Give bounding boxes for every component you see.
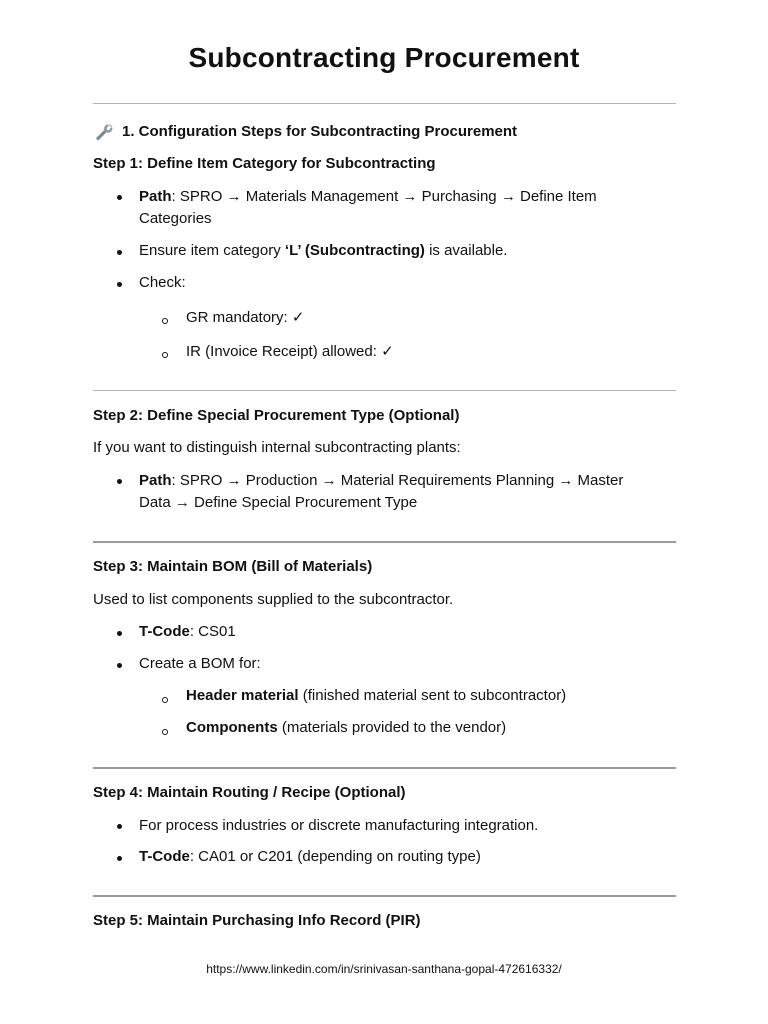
step1-check: Check: <box>139 274 186 291</box>
step4-tcode <box>139 846 481 868</box>
divider <box>93 103 676 104</box>
page-title: Subcontracting Procurement <box>188 42 580 73</box>
text: is available. <box>424 242 508 259</box>
path-text: : SPRO → Production → Material Requirements Planning → Master <box>171 472 624 489</box>
ir-allowed: IR (Invoice Receipt) allowed: ✓ <box>186 343 394 360</box>
sub-bullet <box>162 729 168 735</box>
step3-create-bom: Create a BOM for: <box>139 655 261 672</box>
sub-bullet <box>162 697 168 703</box>
tcode-text: : CA01 or C201 (depending on routing type) <box>189 848 481 865</box>
step2-path <box>139 470 623 492</box>
bullet <box>117 824 122 829</box>
path-text: : SPRO → Materials Management → Purchasing → Define Item <box>171 188 597 205</box>
bullet <box>117 282 122 287</box>
path-text-cont: Categories <box>139 210 212 227</box>
path-label: Path <box>139 472 172 489</box>
step2-heading: Step 2: Define Special Procurement Type (Optional) <box>93 407 460 424</box>
tcode-text: : CS01 <box>189 623 236 640</box>
header-material-label: Header material <box>186 687 299 704</box>
text: (finished material sent to subcontractor) <box>298 687 567 704</box>
path-text-cont: Data → Define Special Procurement Type <box>139 494 418 511</box>
tcode-label: T-Code <box>139 848 190 865</box>
divider <box>93 767 676 769</box>
path-label: Path <box>139 188 172 205</box>
step3-heading: Step 3: Maintain BOM (Bill of Materials) <box>93 558 373 575</box>
step3-tcode <box>139 621 236 643</box>
step4-heading: Step 4: Maintain Routing / Recipe (Optional) <box>93 784 406 801</box>
step2-intro: If you want to distinguish internal subcontracting plants: <box>93 439 461 456</box>
text: Ensure item category <box>139 242 285 259</box>
bullet <box>117 856 122 861</box>
wrench-icon <box>95 122 115 142</box>
header-material <box>186 685 566 707</box>
section-heading: 1. Configuration Steps for Subcontracting Procurement <box>122 123 518 140</box>
divider <box>93 895 676 897</box>
step3-intro: Used to list components supplied to the subcontractor. <box>93 591 454 608</box>
divider <box>93 390 676 391</box>
step4-process: For process industries or discrete manufacturing integration. <box>139 817 539 834</box>
step5-heading: Step 5: Maintain Purchasing Info Record (PIR) <box>93 912 421 929</box>
bullet <box>117 250 122 255</box>
bullet <box>117 663 122 668</box>
category-bold: ‘L’ (Subcontracting) <box>284 242 425 259</box>
components <box>186 717 506 739</box>
gr-mandatory: GR mandatory: ✓ <box>186 309 305 326</box>
divider <box>93 541 676 543</box>
text: (materials provided to the vendor) <box>277 719 507 736</box>
components-label: Components <box>186 719 278 736</box>
step1-item-category <box>139 240 507 262</box>
bullet <box>117 631 122 636</box>
bullet <box>117 479 122 484</box>
bullet <box>117 195 122 200</box>
sub-bullet <box>162 352 168 358</box>
sub-bullet <box>162 318 168 324</box>
step1-path <box>139 186 597 208</box>
footer-link[interactable]: https://www.linkedin.com/in/srinivasan-santhana-gopal-472616332/ <box>206 962 562 976</box>
tcode-label: T-Code <box>139 623 190 640</box>
step1-heading: Step 1: Define Item Category for Subcontracting <box>93 155 436 172</box>
